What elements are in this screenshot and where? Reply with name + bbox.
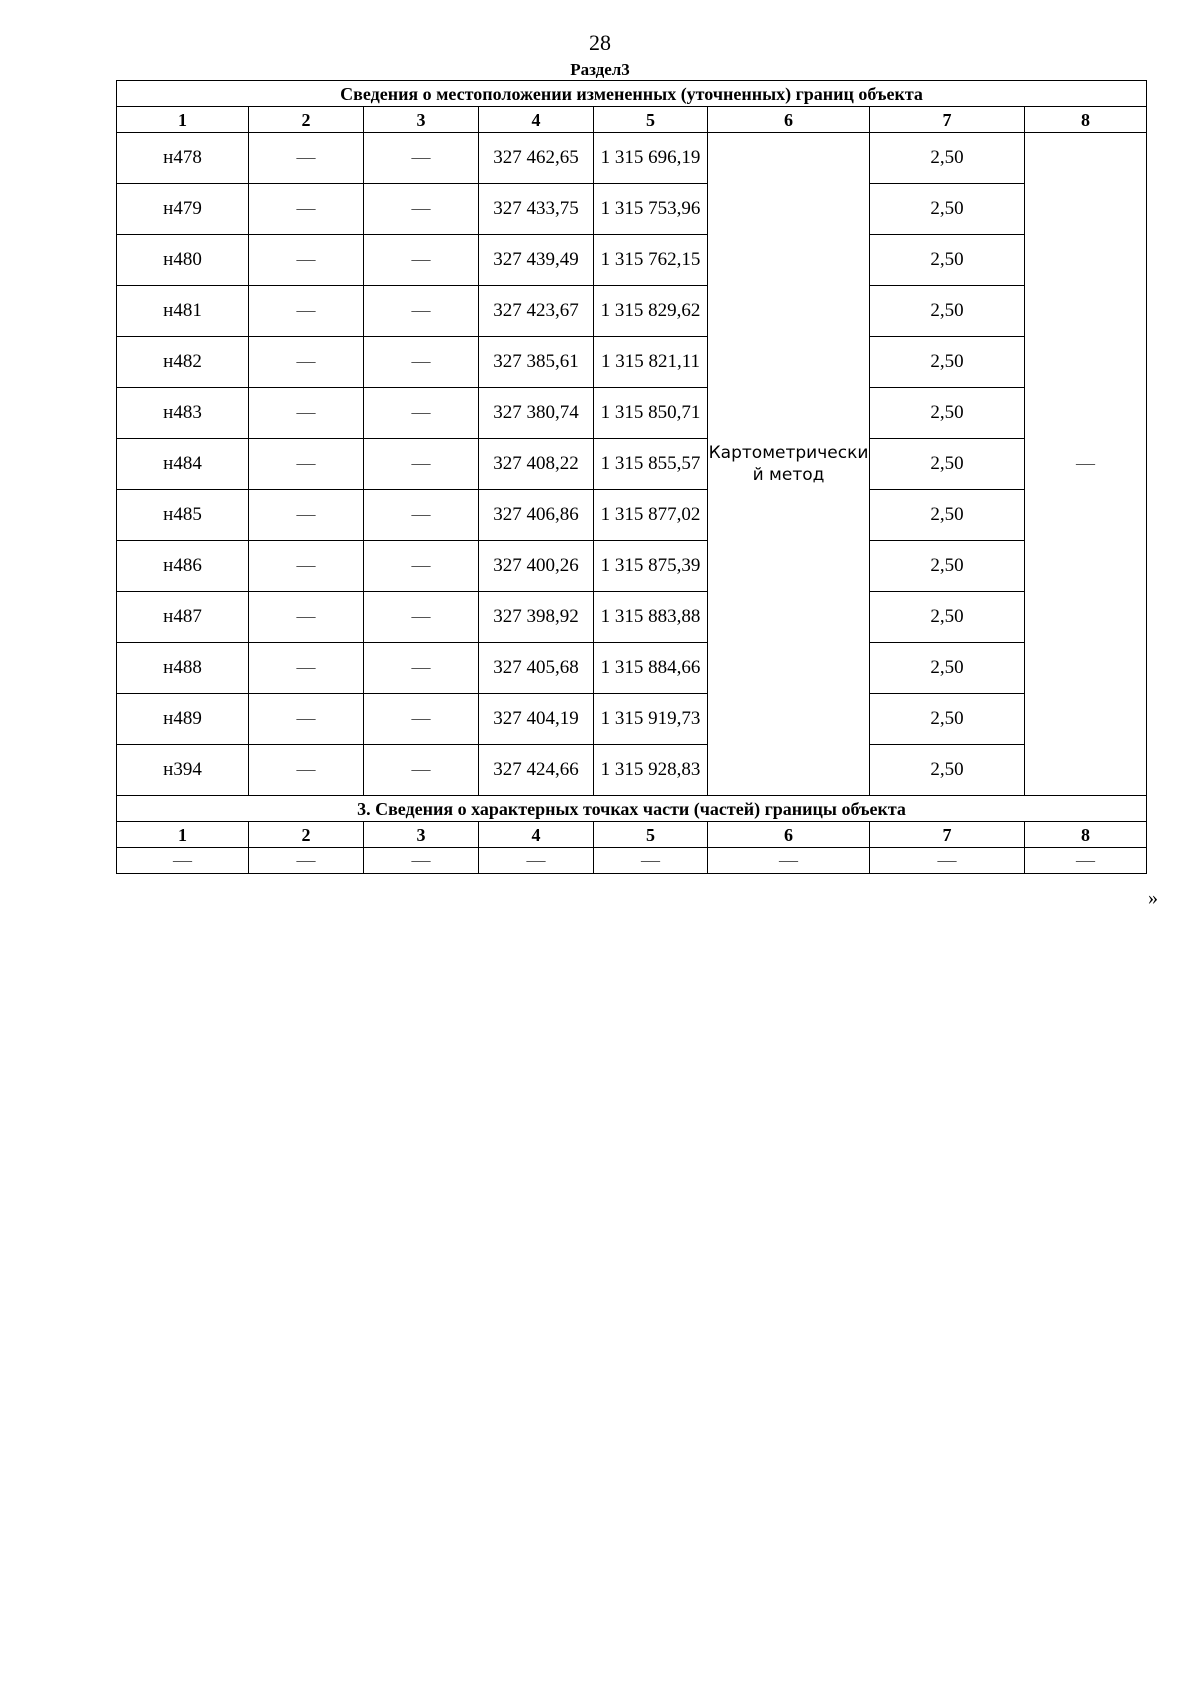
table-row [117,337,1147,388]
x-coordinate-cell: 327 424,66 [479,745,594,796]
accuracy-cell: 2,50 [870,286,1025,337]
point-name-cell: н488 [117,643,249,694]
table1-title: Сведения о местоположении измененных (уточненных) границ объекта [117,81,1147,107]
dash-cell: — [249,439,364,490]
y-coordinate-cell: 1 315 855,57 [594,439,708,490]
boundary-table [116,80,1147,874]
dash-cell: — [364,745,479,796]
y-coordinate-cell: 1 315 821,11 [594,337,708,388]
dash-cell: — [1025,848,1147,874]
table2-title: 3. Сведения о характерных точках части (частей) границы объекта [117,796,1147,822]
dash-cell: — [249,184,364,235]
x-coordinate-cell: 327 385,61 [479,337,594,388]
column-header: 6 [708,107,870,133]
column-header: 5 [594,822,708,848]
column-header: 8 [1025,107,1147,133]
accuracy-cell: 2,50 [870,388,1025,439]
x-coordinate-cell: 327 380,74 [479,388,594,439]
accuracy-cell: 2,50 [870,643,1025,694]
dash-cell: — [364,235,479,286]
dash-cell: — [364,490,479,541]
x-coordinate-cell: 327 462,65 [479,133,594,184]
col8-cell: — [1025,133,1147,796]
column-header: 4 [479,107,594,133]
point-name-cell: н485 [117,490,249,541]
table-row [117,592,1147,643]
x-coordinate-cell: 327 433,75 [479,184,594,235]
point-name-cell: н483 [117,388,249,439]
point-name-cell: н480 [117,235,249,286]
table-row [117,388,1147,439]
x-coordinate-cell: 327 406,86 [479,490,594,541]
dash-cell: — [249,133,364,184]
column-header: 3 [364,107,479,133]
y-coordinate-cell: 1 315 875,39 [594,541,708,592]
point-name-cell: н489 [117,694,249,745]
point-name-cell: н394 [117,745,249,796]
dash-cell: — [364,286,479,337]
column-header: 1 [117,107,249,133]
accuracy-cell: 2,50 [870,541,1025,592]
dash-cell: — [249,388,364,439]
table-row [117,745,1147,796]
column-header: 7 [870,822,1025,848]
dash-cell: — [364,337,479,388]
x-coordinate-cell: 327 400,26 [479,541,594,592]
y-coordinate-cell: 1 315 762,15 [594,235,708,286]
point-name-cell: н486 [117,541,249,592]
dash-cell: — [479,848,594,874]
column-header: 3 [364,822,479,848]
accuracy-cell: 2,50 [870,592,1025,643]
y-coordinate-cell: 1 315 753,96 [594,184,708,235]
column-header: 7 [870,107,1025,133]
column-header: 2 [249,822,364,848]
dash-cell: — [594,848,708,874]
method-cell: Картометрически й метод [708,133,870,796]
table-row [117,694,1147,745]
column-header: 6 [708,822,870,848]
section-label: Раздел3 [570,60,630,79]
y-coordinate-cell: 1 315 877,02 [594,490,708,541]
dash-cell: — [870,848,1025,874]
dash-cell: — [249,235,364,286]
dash-cell: — [249,643,364,694]
dash-cell: — [364,848,479,874]
point-name-cell: н478 [117,133,249,184]
table2-row [117,848,1147,874]
x-coordinate-cell: 327 439,49 [479,235,594,286]
dash-cell: — [708,848,870,874]
table-row [117,184,1147,235]
y-coordinate-cell: 1 315 919,73 [594,694,708,745]
x-coordinate-cell: 327 423,67 [479,286,594,337]
x-coordinate-cell: 327 404,19 [479,694,594,745]
dash-cell: — [364,643,479,694]
accuracy-cell: 2,50 [870,745,1025,796]
point-name-cell: н487 [117,592,249,643]
table-row [117,235,1147,286]
accuracy-cell: 2,50 [870,694,1025,745]
y-coordinate-cell: 1 315 850,71 [594,388,708,439]
x-coordinate-cell: 327 408,22 [479,439,594,490]
dash-cell: — [364,184,479,235]
y-coordinate-cell: 1 315 928,83 [594,745,708,796]
column-header: 4 [479,822,594,848]
dash-cell: — [117,848,249,874]
table-row [117,541,1147,592]
dash-cell: — [364,388,479,439]
dash-cell: — [249,541,364,592]
dash-cell: — [249,337,364,388]
column-header: 1 [117,822,249,848]
page-number: 28 [589,30,611,55]
table-row [117,643,1147,694]
table2-title-row [117,796,1147,822]
dash-cell: — [364,541,479,592]
y-coordinate-cell: 1 315 829,62 [594,286,708,337]
column-header: 5 [594,107,708,133]
dash-cell: — [249,848,364,874]
table1-header-row [117,107,1147,133]
point-name-cell: н484 [117,439,249,490]
accuracy-cell: 2,50 [870,439,1025,490]
x-coordinate-cell: 327 405,68 [479,643,594,694]
column-header: 2 [249,107,364,133]
y-coordinate-cell: 1 315 696,19 [594,133,708,184]
dash-cell: — [249,490,364,541]
table-row [117,490,1147,541]
table-row [117,286,1147,337]
column-header: 8 [1025,822,1147,848]
y-coordinate-cell: 1 315 884,66 [594,643,708,694]
accuracy-cell: 2,50 [870,490,1025,541]
table2-header-row [117,822,1147,848]
dash-cell: — [249,286,364,337]
table-body [117,81,1147,874]
point-name-cell: н479 [117,184,249,235]
table-row [117,439,1147,490]
dash-cell: — [249,694,364,745]
dash-cell: — [364,592,479,643]
table-row [117,133,1147,184]
point-name-cell: н481 [117,286,249,337]
accuracy-cell: 2,50 [870,235,1025,286]
dash-cell: — [364,694,479,745]
dash-cell: — [249,745,364,796]
accuracy-cell: 2,50 [870,184,1025,235]
dash-cell: — [364,133,479,184]
x-coordinate-cell: 327 398,92 [479,592,594,643]
accuracy-cell: 2,50 [870,337,1025,388]
y-coordinate-cell: 1 315 883,88 [594,592,708,643]
dash-cell: — [364,439,479,490]
dash-cell: — [249,592,364,643]
point-name-cell: н482 [117,337,249,388]
table1-title-row [117,81,1147,107]
closing-quote: » [1148,887,1158,909]
accuracy-cell: 2,50 [870,133,1025,184]
